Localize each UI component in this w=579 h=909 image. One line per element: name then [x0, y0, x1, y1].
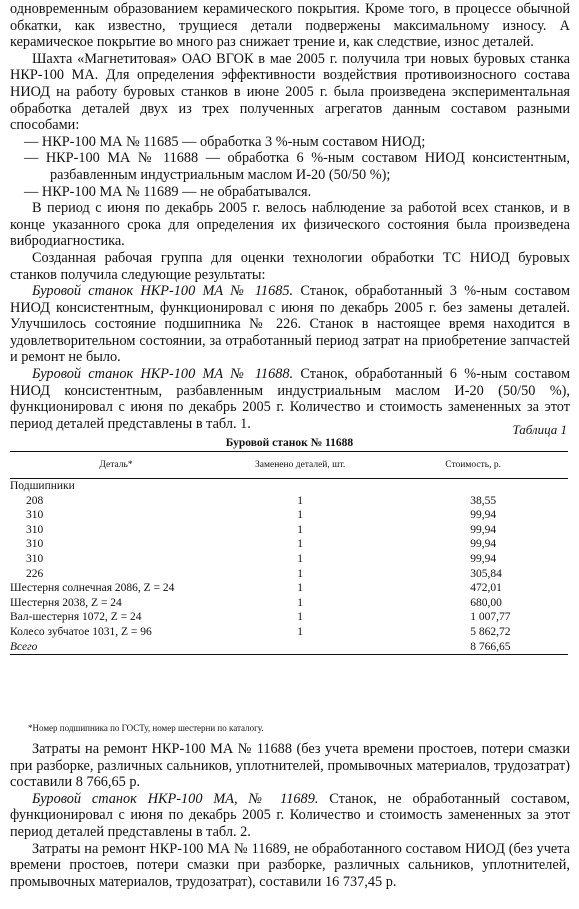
paragraph-cost-11688: Затраты на ремонт НКР-100 МА № 11688 (без учета времени простоев, потери смазки при разборке, различных сальников, уплотнителей, промывочных материалов, трудозатрат) составили 8 766,65 р. — [10, 741, 570, 791]
cell-part: 310 — [26, 538, 44, 551]
table-row — [10, 610, 568, 625]
stanok-11688-title: Буровой станок НКР-100 МА № 11688. — [32, 366, 294, 383]
cell-part: Колесо зубчатое 1031, Z = 96 — [10, 625, 152, 638]
cell-part: 310 — [26, 523, 44, 536]
paragraph-shakhta: Шахта «Магнетитовая» ОАО ВГОК в мае 2005 г. получила три новых буровых станка НКР-100 МА. Для определения эффективности воздействия противоизносного состава НИОД на работу буровых станков в июне 2005 г. была произведена экспериментальная обработка деталей двух из трех полученных агрегатов данным составом разными способами: — [10, 50, 570, 134]
list-item: — НКР-100 МА № 11685 — обработка 3 %-ным составом НИОД; — [24, 133, 426, 150]
table-row — [10, 508, 568, 523]
cell-part: 310 — [26, 552, 44, 565]
paragraph-stanok-11685 — [10, 283, 570, 366]
cell-cost: 99,94 — [470, 509, 497, 522]
cell-cost: 38,55 — [470, 494, 497, 507]
table-row — [10, 523, 568, 538]
cell-qty: 1 — [297, 596, 304, 609]
cell-qty: 1 — [297, 625, 304, 638]
cell-qty: 1 — [297, 567, 304, 580]
cell-qty — [222, 479, 378, 494]
cell-qty: 1 — [297, 552, 304, 565]
parts-table — [10, 451, 568, 655]
cell-cost: 99,94 — [470, 523, 497, 536]
cell-part: Шестерня солнечная 2086, Z = 24 — [10, 582, 175, 595]
cell-cost: 680,00 — [470, 596, 502, 609]
paragraph-intro: одновременным образованием керамического покрытия. Кроме того, в процессе обычной обкатки, как известно, трущиеся детали подвержены максимальному износу. А керамическое покрытие во много раз снижает трение и, как следствие, износ деталей. — [10, 1, 570, 51]
table-row — [10, 625, 568, 640]
table-row-total — [10, 640, 568, 655]
cell-part: Вал-шестерня 1072, Z = 24 — [10, 611, 142, 624]
list-item: — НКР-100 МА № 11689 — не обрабатывался. — [24, 183, 312, 200]
cell-cost — [378, 479, 568, 494]
header-replaced: Заменено деталей, шт. — [222, 452, 378, 479]
cell-qty: 1 — [297, 494, 304, 507]
header-part: Деталь* — [10, 452, 222, 479]
cell-qty: 1 — [297, 538, 304, 551]
stanok-11689-text: Станок, не обработанный составом, функционировал с июня по декабрь 2005 г. Количество и стоимость замененных за этот период деталей представлены в табл. 2. — [10, 790, 570, 840]
cell-part: Шестерня 2038, Z = 24 — [10, 596, 122, 609]
cell-part: 208 — [26, 494, 44, 507]
table-row — [10, 552, 568, 567]
cell-cost: 305,84 — [470, 567, 502, 580]
stanok-11689-title: Буровой станок НКР-100 МА, № 11689. — [32, 790, 319, 807]
table-row — [10, 479, 568, 494]
table-row — [10, 537, 568, 552]
table-title: Буровой станок № 11688 — [225, 437, 354, 449]
header-cost: Стоимость, р. — [378, 452, 568, 479]
table-row — [10, 494, 568, 509]
table-row — [10, 596, 568, 611]
table-caption: Таблица 1 — [512, 422, 567, 437]
cell-total-cost: 8 766,65 — [378, 640, 568, 655]
cell-cost: 99,94 — [470, 552, 497, 565]
body-text-bottom — [10, 741, 570, 890]
cell-qty: 1 — [297, 611, 304, 624]
paragraph-stanok-11688 — [10, 366, 570, 432]
cell-cost: 472,01 — [470, 582, 502, 595]
stanok-11685-title: Буровой станок НКР-100 МА № 11685. — [32, 283, 294, 300]
cell-cost: 1 007,77 — [470, 611, 511, 624]
cell-part: 226 — [26, 567, 44, 580]
cell-cost: 99,94 — [470, 538, 497, 551]
cell-qty — [222, 640, 378, 655]
cell-qty: 1 — [297, 582, 304, 595]
cell-part: Подшипники — [10, 480, 75, 492]
stanok-11688-text: Станок, обработанный 6 %-ным составом НИОД консистентным, разбавленным индустриальным маслом И-20 (50/50 %), функционировал с июня по декабрь 2005 г. Количество и стоимость замененных за этот период деталей представлены в табл. 1. — [10, 366, 570, 432]
cell-qty: 1 — [297, 509, 304, 522]
cell-qty: 1 — [297, 523, 304, 536]
paragraph-period: В период с июня по декабрь 2005 г. велось наблюдение за работой всех станков, и в конце указанного срока для определения их физического состояния была произведена вибродиагностика. — [10, 200, 570, 250]
table-row — [10, 581, 568, 596]
paragraph-group: Созданная рабочая группа для оценки технологии обработки ТС НИОД буровых станков получила следующие результаты: — [10, 249, 570, 283]
paragraph-cost-11689: Затраты на ремонт НКР-100 МА № 11689, не обработанного составом НИОД (без учета времени простоев, потери смазки при разборке, различных сальников, уплотнителей, промывочных материалов, трудозатрат), составили 16 737,45 р. — [10, 840, 570, 890]
body-text-top — [10, 1, 570, 432]
table-header-row — [10, 452, 568, 479]
cell-cost: 5 862,72 — [470, 625, 511, 638]
paragraph-stanok-11689 — [10, 791, 570, 841]
cell-total-label: Всего — [10, 640, 222, 655]
cell-part: 310 — [26, 509, 44, 522]
stanok-11685-text: Станок, обработанный 3 %-ным составом НИОД консистентным, функционировал с июня по декабрь 2005 г. без замены деталей. Улучшилось состояние подшипника № 226. Станок в настоящее время находится в удовлетворительном состоянии, за отработанный период затрат на приобретение запчастей и ремонт не было. — [10, 283, 570, 366]
table-footnote: *Номер подшипника по ГОСТу, номер шестерни по каталогу. — [28, 723, 264, 733]
table-row — [10, 567, 568, 582]
list-item: — НКР-100 МА № 11688 — обработка 6 %-ным составом НИОД консистентным, разбавленным индустриальным маслом И-20 (50/50 %); — [24, 150, 570, 183]
